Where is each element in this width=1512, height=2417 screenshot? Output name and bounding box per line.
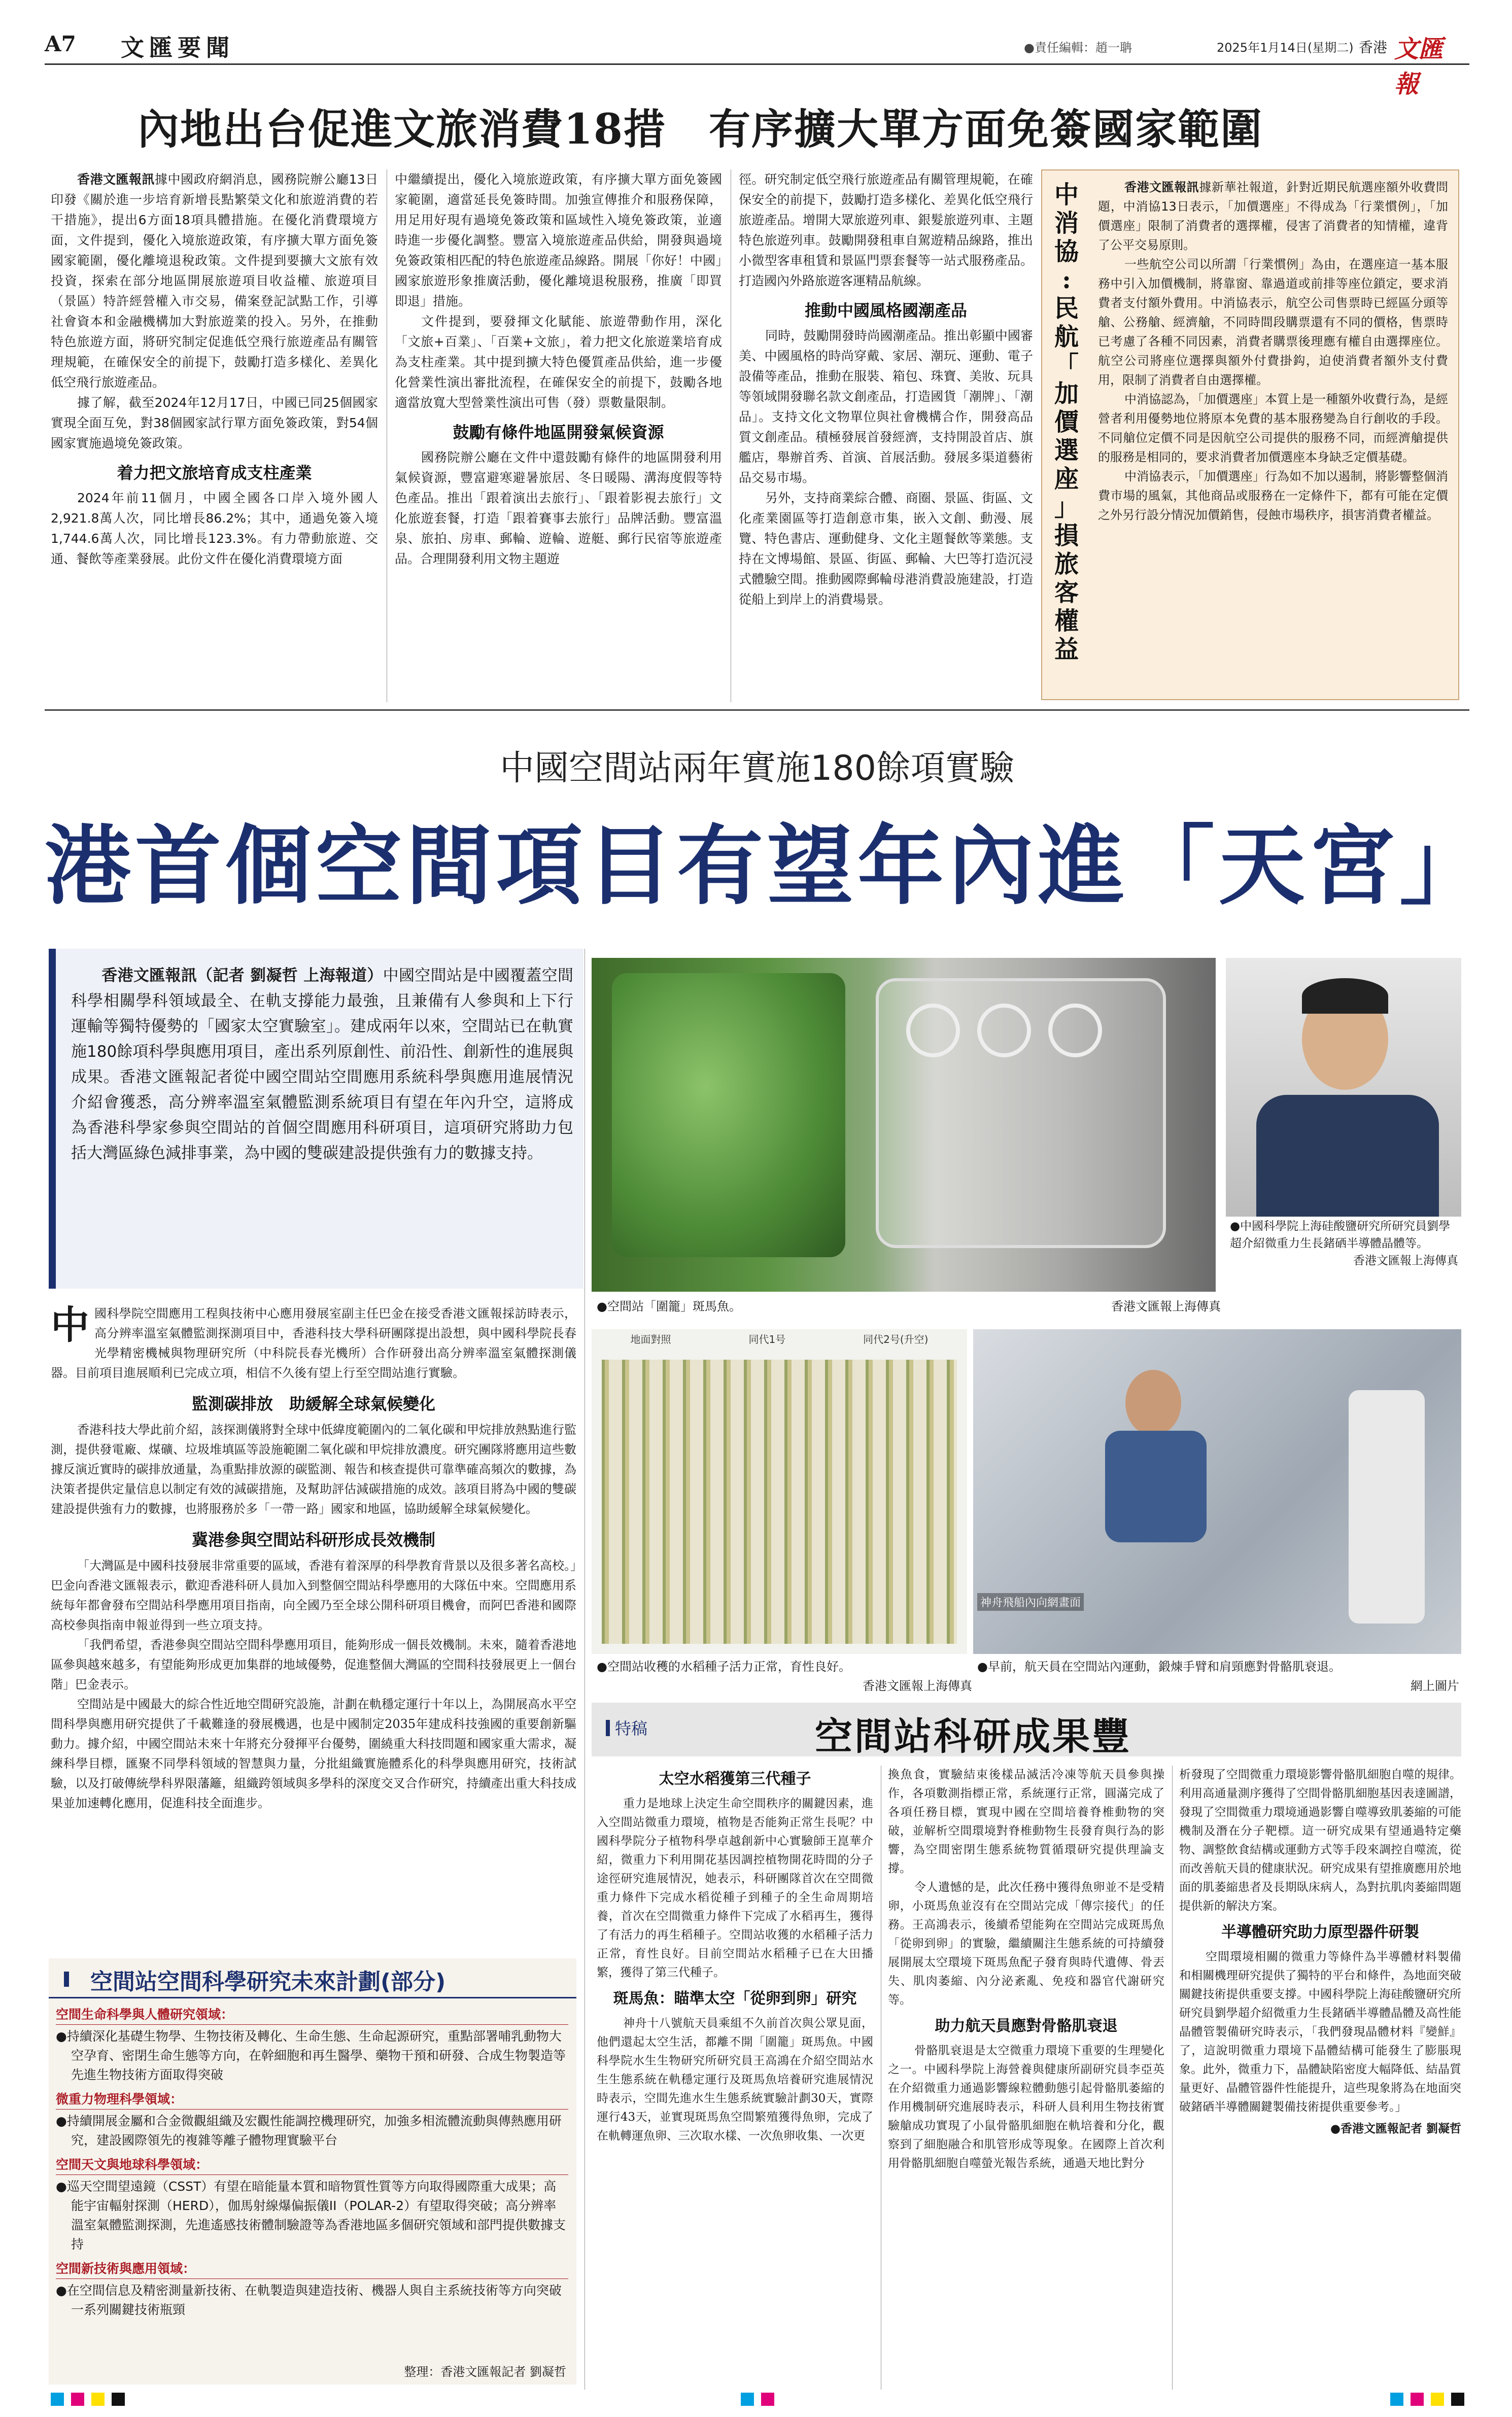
caption-source: 網上圖片 xyxy=(1411,1679,1459,1693)
space-lead-box xyxy=(49,949,583,1289)
plan-title-bar xyxy=(49,1958,576,1998)
masthead-logo: 文匯報 xyxy=(1394,35,1444,98)
top-subhead-3: 推動中國風格國潮產品 xyxy=(804,301,967,320)
top-paragraph: 國務院辦公廳在文件中還鼓勵有條件的地區開發利用氣候資源，豐富避寒避暑旅居、冬日暖陽、溝海度假等特色產品。推出「跟着演出去旅行」、「跟着影視去旅行」文化旅遊套餐，打造「跟着賽事去旅行」品牌活動。豐富溫泉、旅拍、房車、郵輪、遊輪、遊艇、郵行民宿等旅遊產品。合理開發利用文物主題遊 xyxy=(395,450,722,566)
sidebar-title-char: 中 xyxy=(1054,181,1079,209)
page-header xyxy=(45,29,1465,98)
page-number: A7 xyxy=(45,31,76,56)
space-kicker: 中國空間站兩年實施180餘項實驗 xyxy=(500,748,1014,788)
sidebar-body xyxy=(1098,178,1448,525)
plan-heading: 空間天文與地球科學領域： xyxy=(56,2155,568,2175)
sidebar-title xyxy=(1051,181,1097,688)
photo-watermark: 神舟飛船內向網畫面 xyxy=(977,1593,1084,1611)
sidebar-title-char: 價 xyxy=(1054,408,1079,436)
rice-label: 地面對照 xyxy=(630,1333,671,1345)
sidebar-byline: 香港文匯報訊 xyxy=(1124,180,1199,194)
plan-heading: 微重力物理科學領域： xyxy=(56,2090,568,2110)
sidebar-title-char: 」 xyxy=(1054,493,1079,522)
caption-source: 香港文匯報上海傳真 xyxy=(863,1679,972,1693)
sidebar-paragraph: 中消協表示，「加價選座」行為如不加以遏制，將影響整個消費市場的風氣，其他商品或服務在一定條件下，都有可能在定價之外另行設分情況加價銷售，侵蝕市場秩序，損害消費者權益。 xyxy=(1098,469,1448,522)
color-registration-bar xyxy=(51,2393,1461,2408)
plan-heading: 空間新技術與應用領域： xyxy=(56,2259,568,2279)
sidebar-title-char: : xyxy=(1062,266,1071,294)
editor-credit: ●責任編輯：趙一聃 xyxy=(1024,41,1132,55)
future-plan-box xyxy=(49,1958,576,2385)
plan-item: ●巡天空間望遠鏡（CSST）有望在暗能量本質和暗物質性質等方向取得國際重大成果；高能宇宙輻射探測（HERD），伽馬射線爆偏振儀II（POLAR-2）有望取得突破；高分辨率溫室氣體監測探測，先進遙感技術體制驗證等為香港地區多個研究領域和部門提供數據支持 xyxy=(56,2179,566,2252)
rice-caption xyxy=(597,1657,972,1696)
zebrafish-photo xyxy=(592,958,1216,1292)
drop-cap: 中 xyxy=(51,1302,89,1348)
plan-title-marker xyxy=(64,1972,69,1987)
rice-label: 同代2号(升空) xyxy=(863,1333,929,1345)
plan-item: ●持續開展金屬和合金微觀組織及宏觀性能調控機理研究，加強多相流體流動與傳熱應用研究，建設國際領先的複雜等離子體物理實驗平台 xyxy=(56,2114,562,2148)
space-lead-text: 中國空間站是中國覆蓋空間科學相關學科領域最全、在軌支撐能力最強，且兼備有人參與和上下行運輸等獨特優勢的「國家太空實驗室」。建成兩年以來，空間站已在軌實施180餘項科學與應用項目，產出系列原創性、前沿性、創新性的進展與成果。香港文匯報記者從中國空間站空間應用系統科學與應用進展情況介紹會獲悉，高分辨率溫室氣體監測系統項目有望在年內升空，這將成為香港科學家參與空間站的首個空間應用科研項目，這項研究將助力包括大灣區綠色減排事業，為中國的雙碳建設提供強有力的數據支持。 xyxy=(71,966,573,1162)
top-col-1 xyxy=(51,169,378,569)
rice-photo xyxy=(592,1329,967,1654)
sidebar-title-char: 損 xyxy=(1054,522,1079,550)
feature-paragraph: 析發現了空間微重力環境影響骨骼肌細胞自噬的規律。利用高通量測序獲得了空間骨骼肌細胞基因表達圖譜，發現了空間微重力環境通過影響自噬導致肌萎縮的可能機制及潛在分子靶標。這一研究成果有望通過特定藥物、調整飲食結構或運動方式等手段來調控自噬流，從而改善航天員的健康狀況。研究成果有望推廣應用於地面的肌萎縮患者及長期臥床病人，為對抗肌肉萎縮問題提供新的解決方案。 xyxy=(1179,1768,1461,1913)
feature-title: 空間站科研成果豐 xyxy=(815,1715,1131,1758)
top-subhead-1: 着力把文旅培育成支柱產業 xyxy=(117,463,312,482)
issue-date: 2025年1月14日(星期二) xyxy=(1217,41,1354,55)
plan-list xyxy=(56,2005,568,2320)
scientist-photo xyxy=(1226,958,1461,1217)
feature-paragraph: 骨骼肌衰退是太空微重力環境下重要的生理變化之一。中國科學院上海營養與健康所副研究員李亞英在介紹微重力通過影響線粒體動態引起骨骼肌萎縮的作用機制研究進展時表示，科研人員利用生物技術實驗艙成功實現了小鼠骨骼肌細胞在軌培養和分化，觀察到了細胞融合和肌管形成等現象。在國際上首次利用骨骼肌細胞自噬螢光報告系統，通過天地比對分 xyxy=(888,2044,1164,2170)
sidebar-title-char: 民 xyxy=(1054,294,1079,323)
plan-item: ●持續深化基礎生物學、生物技術及轉化、生命生態、生命起源研究，重點部署哺乳動物大空孕育、密閉生命生態等方向，在幹細胞和再生醫學、藥物干預和研發、合成生物製造等先進生物技術方面取得突破 xyxy=(56,2029,566,2082)
plan-item: ●在空間信息及精密測量新技術、在軌製造與建造技術、機器人與自主系統技術等方向突破一系列關鍵技術瓶頸 xyxy=(56,2283,562,2317)
header-rule xyxy=(45,63,1469,65)
plan-source: 整理：香港文匯報記者 劉凝哲 xyxy=(404,2365,566,2379)
feature-tag xyxy=(606,1716,647,1739)
column-rule xyxy=(1172,1766,1173,2390)
sidebar-title-char: 加 xyxy=(1054,379,1079,408)
top-byline: 香港文匯報訊 xyxy=(77,172,155,187)
caption-text: ●早前，航天員在空間站內運動，鍛煉手臂和肩頸應對骨骼肌衰退。 xyxy=(977,1660,1341,1674)
top-paragraph: 據中國政府網消息，國務院辦公廳13日印發《關於進一步培育新增長點繁榮文化和旅遊消費的若干措施》，提出6方面18項具體措施。在優化消費環境方面，文件提到，優化入境旅遊政策，有序擴大單方面免簽國家範圍，優化離境退稅政策。文件提到要擴大文旅有效投資，探索在部分地區開展旅遊項目收益權、旅遊項目（景區）特許經營權入市交易，備案登記試點工作，引導社會資本和金融機構加大對旅遊業的投入。另外，在推動特色旅遊方面，將研究制定促進低空飛行旅遊產品有關管理規範，在確保安全的前提下，鼓勵打造多樣化、差異化低空飛行旅遊產品。 xyxy=(51,172,378,390)
space-paragraph: 國科學院空間應用工程與技術中心應用發展室副主任巴金在接受香港文匯報採訪時表示，高分辨率溫室氣體監測探測項目中，香港科技大學科研團隊提出設想，與中國科學院長春光學精密機械與物理研究所（中科院長春光機所）合作研發出高分辨率溫室氣體探測儀器。目前項目進展順利已完成立項，相信不久後有望上行至空間站進行實驗。 xyxy=(51,1306,576,1380)
consumer-council-box xyxy=(1041,169,1459,700)
sidebar-title-char: 權 xyxy=(1054,607,1079,635)
sidebar-title-char: 「 xyxy=(1054,351,1079,379)
top-subhead-2: 鼓勵有條件地區開發氣候資源 xyxy=(453,423,664,442)
feature-col-2 xyxy=(888,1766,1164,2173)
caption-text: ●空間站收穫的水稻種子活力正常，育性良好。 xyxy=(597,1660,851,1674)
sidebar-title-char: 消 xyxy=(1054,209,1079,237)
top-paragraph: 文件提到，要發揮文化賦能、旅遊帶動作用，深化「文旅+百業」、「百業+文旅」，着力把文化旅遊業培育成為支柱產業。其中提到擴大特色優質產品供給，進一步優化營業性演出審批流程，在確保安全的前提下，鼓勵各地適當放寬大型營業性演出可售（發）票數量限制。 xyxy=(395,314,722,410)
caption-text: ●中國科學院上海硅酸鹽研究所研究員劉學超介紹微重力生長鍺硒半導體晶體等。 xyxy=(1230,1220,1451,1250)
sidebar-title-char: 座 xyxy=(1054,465,1079,493)
section-name: 文匯要聞 xyxy=(121,34,234,61)
caption-text: ●空間站「圍籠」斑馬魚。 xyxy=(597,1299,741,1314)
feature-paragraph: 令人遺憾的是，此次任務中獲得魚卵並不是受精卵，小斑馬魚並沒有在空間站完成「傳宗接代」的任務。王高鴻表示，後續希望能夠在空間站完成斑馬魚「從卵到卵」的實驗，繼續關注生態系統的可持續發展開展太空環境下斑馬魚配子發育與時代遺傳、骨丟失、肌肉萎縮、內分泌紊亂、免疫和器官代謝研究等。 xyxy=(888,1881,1164,2007)
astronaut-photo xyxy=(973,1329,1461,1654)
space-subhead-2: 冀港參與空間站科研形成長效機制 xyxy=(191,1530,435,1549)
plan-heading: 空間生命科學與人體研究領域： xyxy=(56,2005,568,2025)
top-paragraph: 徑。研究制定低空飛行旅遊產品有關管理規範，在確保安全的前提下，鼓勵打造多樣化、差異化低空飛行旅遊產品。增開大眾旅遊列車、銀髮旅遊列車、主題特色旅遊列車。鼓勵開發租車自駕遊精品線路，推出小微型客車租賃和景區門票套餐等一站式服務產品。打造國內外路旅遊客運精品航線。 xyxy=(739,172,1033,288)
sidebar-title-char: 選 xyxy=(1054,436,1079,465)
caption-source: 香港文匯報上海傳真 xyxy=(1353,1254,1458,1267)
space-lead xyxy=(71,963,573,1166)
astronaut-caption xyxy=(977,1657,1459,1696)
top-headline: 內地出台促進文旅消費18措 有序擴大單方面免簽國家範圍 xyxy=(137,105,1263,154)
space-headline: 港首個空間項目有望年內進「天宮」 xyxy=(45,815,1490,917)
top-paragraph: 2024年前11個月，中國全國各口岸入境外國人2,921.8萬人次，同比增長86.2%；其中，通過免簽入境1,744.6萬人次，同比增長123.3%。有力帶動旅遊、交通、餐飲等產業發展。此份文件在優化消費環境方面 xyxy=(51,491,378,566)
sidebar-paragraph: 一些航空公司以所謂「行業慣例」為由，在選座這一基本服務中引入加價機制，將靠窗、靠過道或前排等座位鎖定，要求消費者支付額外費用。中消協表示，航空公司售票時已經區分頭等艙、公務艙、經濟艙，不同時間段購票還有不同的價格，售票時已考慮了各種不同因素，消費者購票後理應有權自由選擇座位。航空公司將座位選擇與額外付費掛鈎，迫使消費者額外支付費用，限制了消費者自由選擇權。 xyxy=(1098,257,1448,387)
sidebar-paragraph: 據新華社報道，針對近期民航選座額外收費問題，中消協13日表示，「加價選座」不得成為「行業慣例」，「加價選座」限制了消費者的選擇權，侵害了消費者的知情權，違背了公平交易原則。 xyxy=(1098,180,1449,252)
space-paragraph: 空間站是中國最大的綜合性近地空間研究設施，計劃在軌穩定運行十年以上，為開展高水平空間科學與應用研究提供了千載難逢的發展機遇，也是中國制定2035年建成科技強國的重要創新驅動力。據介紹，中國空間站未來十年將充分發揮平台優勢，圍繞重大科技問題和國家重大需求，凝練科學目標，匯聚不同學科領域的智慧與力量，分批組織實施體系化的科學與應用研究，技術試驗，以及打破傳統學科界限藩籬，組織跨領域與多學科的深度交叉合作研究，持續產出重大科技成果並加速轉化應用，促進科技全面進步。 xyxy=(51,1697,576,1810)
plan-title: 空間站空間科學研究未來計劃(部分) xyxy=(90,1969,446,1995)
feature-subhead: 太空水稻獲第三代種子 xyxy=(659,1770,811,1788)
feature-paragraph: 神舟十八號航天員乘組不久前首次與公眾見面，他們還起太空生活，都離不開「圍籠」斑馬魚。中國科學院水生生物研究所研究員王高鴻在介紹空間站水生生態系統在軌穩定運行及斑馬魚培養研究進展情況時表示，空間先進水生生態系統實驗計劃30天，實際運行43天，並實現斑馬魚空間繁殖獲得魚卵，完成了在軌轉運魚卵、三次取水樣、一次魚卵收集、一次更 xyxy=(597,2017,873,2143)
feature-paragraph: 換魚食，實驗結束後樣品滅活冷凍等航天員參與操作，各項數測指標正常，系統運行正常，圓滿完成了各項任務目標，實現中國在空間培養脊椎動物的突破，並解析空間環境對脊椎動物生長發育與行為的影響，為空間密閉生態系統物質循環研究提供理論支撐。 xyxy=(888,1768,1164,1875)
top-paragraph: 中繼續提出，優化入境旅遊政策，有序擴大單方面免簽國家範圍，適當延長免簽時間。加強宣傳推介和服務保障，用足用好現有過境免簽政策和區域性入境免簽政策，並適時進一步優化調整。豐富入境旅遊產品供給，開發與過境免簽政策相匹配的特色旅遊產品線路。開展「你好！中國」國家旅遊形象推廣活動，優化離境退稅服務，推廣「即買即退」措施。 xyxy=(395,172,722,308)
feature-col-1 xyxy=(597,1766,873,2146)
feature-tag-text: 特稿 xyxy=(615,1719,648,1738)
scientist-caption xyxy=(1230,1218,1458,1269)
top-paragraph: 同時，鼓勵開發時尚國潮產品。推出彰顯中國審美、中國風格的時尚穿戴、家居、潮玩、運動、電子設備等產品，推動在服裝、箱包、珠寶、美妝、玩具等領域開發聯名款文創產品，打造國貨「潮牌」、「潮品」。支持文化文物單位與社會機構合作，開發高品質文創產品。積極發展首發經濟，支持開設首店、旗艦店，舉辦首秀、首演、首展活動。發展多渠道藝術品交易市場。 xyxy=(739,328,1033,485)
space-paragraph: 「我們希望，香港參與空間站空間科學應用項目，能夠形成一個長效機制。未來，隨着香港地區參與越來越多，有望能夠形成更加集群的地域優勢，促進整個大灣區的空間科技發展更上一個台階」巴金表示。 xyxy=(51,1638,576,1691)
sidebar-title-char: 客 xyxy=(1054,578,1079,607)
feature-subhead: 半導體研究助力原型器件研製 xyxy=(1221,1923,1419,1941)
zebrafish-caption xyxy=(597,1297,1221,1316)
caption-source: 香港文匯報上海傳真 xyxy=(1111,1299,1221,1314)
sidebar-title-char: 旅 xyxy=(1054,550,1079,578)
top-paragraph: 據了解，截至2024年12月17日，中國已同25個國家實現全面互免，對38個國家試行單方面免簽政策，對54個國家實施過境免簽政策。 xyxy=(51,395,378,451)
sidebar-title-char: 航 xyxy=(1054,323,1079,351)
feature-header xyxy=(592,1703,1461,1756)
sidebar-title-char: 協 xyxy=(1054,237,1079,266)
sidebar-paragraph: 中消協認為，「加價選座」本質上是一種額外收費行為，是經營者利用優勢地位將原本免費的基本服務變為自行創收的手段。不同艙位定價不同是因航空公司提供的服務不同，而經濟艙提供的服務是相同的，要求消費者加價選座本身缺乏定價基礎。 xyxy=(1098,392,1448,464)
top-col-2 xyxy=(395,169,722,569)
feature-subhead: 斑馬魚：瞄準太空「從卵到卵」研究 xyxy=(613,1990,857,2008)
top-paragraph: 另外，支持商業綜合體、商圈、景區、街區、文化產業園區等打造創意市集，嵌入文創、動漫、展覽、特色書店、運動健身、文化主題餐飲等業態。支持在文博場館、景區、街區、郵輪、大巴等打造沉浸式體驗空間。推動國際郵輪母港消費設施建設，打造從船上到岸上的消費場景。 xyxy=(739,491,1033,607)
feature-paragraph: 重力是地球上決定生命空間秩序的關鍵因素，進入空間站微重力環境，植物是否能夠正常生長呢？中國科學院分子植物科學卓越創新中心實驗師王崑華介紹，微重力下利用開花基因調控植物開花時間的分子途徑研究進展情況，她表示，科研團隊首次在空間微重力條件下完成水稻從種子到種子的全生命周期培養，首次在空間微重力條件下完成了水稻再生，獲得了有活力的再生稻種子。空間站收獲的水稻種子活力正常，育性良好。目前空間站水稻種子已在大田播繁，獲得了第三代種子。 xyxy=(597,1797,873,1979)
space-lead-byline: 香港文匯報訊（記者 劉凝哲 上海報道） xyxy=(101,966,383,985)
sidebar-title-char: 益 xyxy=(1054,635,1079,664)
rice-label: 同代1号 xyxy=(748,1333,786,1345)
section-divider xyxy=(45,709,1469,711)
space-paragraph: 「大灣區是中國科技發展非常重要的區域，香港有着深厚的科學教育背景以及很多著名高校。」巴金向香港文匯報表示，歡迎香港科研人員加入到整個空間站科學應用的大隊伍中來。空間應用系統每年都會發布空間站科學應用項目指南，向全國乃至全球公開科研項目機會，而阿巴香港和國際高校參與指南申報並得到一些立項支持。 xyxy=(51,1559,576,1632)
space-body-col xyxy=(51,1304,576,1813)
space-paragraph: 香港科技大學此前介紹，該探測儀將對全球中低緯度範圍內的二氧化碳和甲烷排放熱點進行監測，提供發電廠、煤礦、垃圾堆填區等設施範圍二氧化碳和甲烷排放濃度。研究團隊將應用這些數據反演近實時的碳排放通量，為重點排放源的碳監測、報告和核查提供可靠準確高頻次的數據，為決策者提供定量信息以制定有效的減碳措施，及幫助評估減碳措施的成效。該項目將為中國的雙碳建設提供強有力的數據，也將服務於多「一帶一路」國家和地區，協助緩解全球氣候變化。 xyxy=(51,1423,576,1516)
feature-col-3 xyxy=(1179,1766,1461,2138)
feature-paragraph: 空間環境相關的微重力等條件為半導體材料製備和相關機理研究提供了獨特的平台和條件，為地面突破關鍵技術提供重要支撐。中國科學院上海硅酸鹽研究所研究員劉學超介紹微重力生長鍺硒半導體晶體及高性能晶體管製備研究時表示，「我們發現晶體材料『變鮮』了，這說明微重力環境下晶體結構可能發生了膨脹現象。此外，微重力下，晶體缺陷密度大幅降低、結晶質量更好、晶體管器件性能提升，這些現象將為在地面突破鍺硒半導體關鍵製備技術提供重要參考。」 xyxy=(1179,1950,1461,2114)
feature-subhead: 助力航天員應對骨骼肌衰退 xyxy=(935,2017,1118,2035)
top-col-3 xyxy=(739,169,1033,610)
space-subhead-1: 監測碳排放 助緩解全球氣候變化 xyxy=(191,1394,435,1413)
edition-label: 香港 xyxy=(1359,39,1388,56)
feature-credit: ●香港文匯報記者 劉凝哲 xyxy=(1330,2122,1461,2135)
